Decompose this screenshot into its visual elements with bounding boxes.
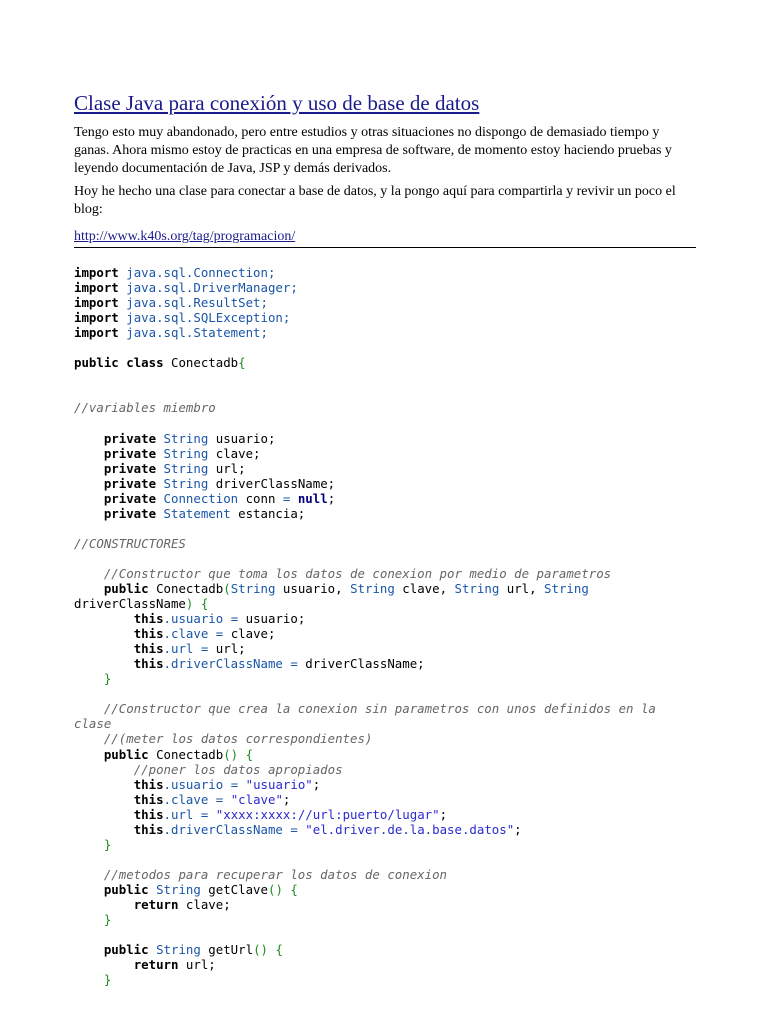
code-token: url, (499, 580, 545, 596)
code-token: getUrl (200, 942, 254, 958)
code-line (74, 611, 696, 626)
code-token: private (103, 430, 157, 446)
code-token: = (282, 490, 291, 506)
code-token (74, 461, 104, 476)
code-token: "xxxx:xxxx://url:puerto/lugar" (215, 806, 440, 822)
code-token: () (253, 942, 268, 958)
code-line (74, 355, 696, 370)
code-token: .driverClassName (163, 656, 283, 672)
code-line (74, 822, 696, 837)
code-token: this (133, 821, 164, 837)
code-line (74, 972, 696, 987)
code-token: //variables miembro (74, 400, 216, 416)
code-line (74, 912, 696, 927)
code-line (74, 701, 696, 716)
code-line (74, 686, 696, 701)
code-token: java.sql.Statement; (126, 325, 268, 341)
code-token: = (215, 626, 224, 642)
code-token: clave; (223, 626, 276, 642)
code-line (74, 942, 696, 957)
code-token: } (103, 972, 112, 988)
code-token: getClave (200, 881, 268, 897)
code-line (74, 882, 696, 897)
code-token: usuario, (275, 580, 351, 596)
code-token: } (103, 671, 112, 687)
code-token (149, 942, 156, 957)
code-token (74, 792, 134, 807)
code-token: driverClassName (74, 596, 186, 612)
code-token: //Constructor que toma los datos de conexion por medio de parametros (103, 565, 612, 581)
code-line (74, 852, 696, 867)
code-line (74, 792, 696, 807)
code-token: .clave (163, 791, 209, 807)
code-token (74, 626, 134, 641)
code-token: String (163, 430, 209, 446)
code-token: ) (185, 596, 194, 612)
code-token: null (297, 490, 328, 506)
code-token (223, 792, 230, 807)
code-token: //Constructor que crea la conexion sin parametros con unos definidos en la (103, 701, 656, 717)
code-line (74, 897, 696, 912)
code-token: ( (223, 580, 231, 596)
code-token: .usuario (163, 776, 224, 792)
code-token (208, 807, 215, 822)
code-token: public (103, 881, 149, 897)
code-token: Connection (163, 490, 239, 506)
code-token (156, 476, 163, 491)
code-token: "clave" (230, 791, 283, 807)
code-line (74, 400, 696, 415)
code-token: = (215, 791, 224, 807)
code-token: { (245, 746, 254, 762)
code-line (74, 370, 696, 385)
code-token: Conectadb (148, 580, 224, 596)
code-token (74, 491, 104, 506)
code-line (74, 476, 696, 491)
code-token (74, 671, 104, 686)
code-token: Conectadb (148, 746, 224, 762)
code-token: String (454, 580, 500, 596)
code-token: return (133, 896, 179, 912)
code-token: String (163, 460, 209, 476)
code-token: this (133, 791, 164, 807)
code-line (74, 927, 696, 942)
code-token (74, 777, 134, 792)
code-token: () (223, 746, 239, 762)
code-token: ; (312, 776, 321, 792)
code-token (208, 792, 215, 807)
code-token: String (156, 881, 201, 897)
article (74, 90, 696, 987)
code-line (74, 747, 696, 762)
code-token (74, 611, 134, 626)
code-token (156, 446, 163, 461)
code-token: private (103, 460, 157, 476)
code-token (238, 747, 245, 762)
code-token: private (103, 490, 157, 506)
code-token (290, 491, 297, 506)
code-token: usuario; (208, 430, 276, 446)
code-token: public (103, 746, 149, 762)
code-token (74, 581, 104, 596)
code-line (74, 807, 696, 822)
code-token: String (544, 580, 589, 596)
code-line (74, 957, 696, 972)
code-line (74, 265, 696, 280)
code-token: this (133, 806, 164, 822)
code-token: String (230, 580, 276, 596)
code-token: estancia; (230, 505, 306, 521)
code-line (74, 431, 696, 446)
code-token: this (133, 611, 164, 627)
code-token: "usuario" (245, 776, 313, 792)
code-token: { (275, 942, 283, 958)
article-title[interactable]: Clase Java para conexión y uso de base de datos (74, 91, 480, 115)
code-token: String (156, 942, 201, 958)
code-token: url; (208, 641, 246, 657)
code-token: } (103, 912, 112, 928)
divider (74, 247, 696, 248)
code-token: driverClassName; (297, 656, 425, 672)
code-token: private (103, 475, 157, 491)
code-token: ; (439, 806, 448, 822)
code-token: .driverClassName (163, 821, 283, 837)
code-line (74, 295, 696, 310)
code-token (156, 461, 163, 476)
code-token: import (74, 310, 119, 326)
code-line (74, 551, 696, 566)
code-token: //poner los datos apropiados (133, 761, 343, 777)
code-token (74, 476, 104, 491)
code-line (74, 385, 696, 400)
code-token (156, 431, 163, 446)
code-token: .url (163, 806, 194, 822)
code-token (238, 777, 245, 792)
code-token: = (230, 611, 239, 627)
code-token: .url (163, 641, 194, 657)
code-token (74, 897, 134, 912)
code-token: import (74, 280, 119, 296)
code-token (74, 446, 104, 461)
code-token: { (290, 881, 298, 897)
code-token: = (290, 821, 298, 837)
code-token: class (126, 355, 164, 371)
code-token: .usuario (163, 611, 224, 627)
code-token: import (74, 325, 119, 341)
intro-paragraph: Tengo esto muy abandonado, pero entre estudios y otras situaciones no dispongo de demasiado tiempo y ganas. Ahora mismo estoy de practicas en una empresa de software, de momento estoy haciendo pruebas y leyendo documentación de Java, JSP y demás derivados. (74, 125, 672, 176)
code-line (74, 325, 696, 340)
code-line (74, 641, 696, 656)
code-token: java.sql.DriverManager; (126, 280, 298, 296)
code-token (223, 777, 230, 792)
code-line (74, 777, 696, 792)
code-token (74, 431, 104, 446)
code-line (74, 491, 696, 506)
code-token: usuario; (238, 611, 306, 627)
code-token: = (200, 641, 209, 657)
code-line (74, 867, 696, 882)
code-line (74, 837, 696, 852)
code-token: driverClassName; (208, 475, 336, 491)
code-token (74, 762, 134, 777)
code-token: Conectadb (163, 355, 239, 371)
code-token: clase (74, 716, 112, 732)
code-token: public (103, 942, 149, 958)
code-token: ; (514, 821, 522, 837)
context-paragraph: Hoy he hecho una clase para conectar a base de datos, y la pongo aquí para compartirla y revivir un poco el blog: (74, 184, 676, 217)
code-token: = (290, 656, 298, 672)
code-line (74, 310, 696, 325)
code-token: () (267, 881, 283, 897)
code-token: import (74, 295, 119, 311)
code-line (74, 446, 696, 461)
code-token (74, 837, 104, 852)
code-token: java.sql.ResultSet; (126, 295, 268, 311)
code-line (74, 671, 696, 686)
code-token (74, 566, 104, 581)
code-line (74, 731, 696, 746)
code-token: //CONSTRUCTORES (74, 535, 186, 551)
code-token: url; (178, 957, 216, 973)
code-token: { (238, 355, 246, 371)
code-token (74, 942, 104, 957)
code-token: clave; (178, 896, 231, 912)
code-token (223, 611, 230, 626)
code-token (74, 807, 134, 822)
code-token: this (133, 626, 164, 642)
programacion-tag-link[interactable]: http://www.k40s.org/tag/programacion/ (74, 229, 296, 244)
code-token: String (163, 445, 209, 461)
code-line (74, 340, 696, 355)
code-token (193, 807, 200, 822)
code-token: conn (238, 490, 283, 506)
code-token: clave; (208, 445, 261, 461)
code-token: private (103, 445, 157, 461)
code-token: String (163, 475, 209, 491)
code-token (74, 641, 134, 656)
code-token (156, 506, 163, 521)
code-token: this (133, 641, 164, 657)
code-token: .clave (163, 626, 209, 642)
code-token: this (133, 656, 164, 672)
code-token (193, 641, 200, 656)
code-token: String (350, 580, 395, 596)
code-line (74, 536, 696, 551)
code-token (74, 867, 104, 882)
code-token: public (103, 580, 149, 596)
code-token (74, 731, 104, 746)
code-token: this (133, 776, 164, 792)
code-line (74, 581, 696, 596)
code-token: ; (282, 791, 291, 807)
code-token: public (74, 355, 119, 371)
code-token: private (103, 505, 157, 521)
code-token (74, 957, 134, 972)
code-token: = (230, 776, 239, 792)
code-token (74, 912, 104, 927)
code-token: java.sql.SQLException; (126, 310, 291, 326)
code-token (193, 596, 200, 611)
code-token: { (200, 596, 209, 612)
code-token (74, 972, 104, 987)
code-token: "el.driver.de.la.base.datos" (305, 821, 515, 837)
code-line (74, 280, 696, 295)
code-line (74, 762, 696, 777)
code-token: = (200, 806, 209, 822)
code-token (149, 882, 156, 897)
code-token: Statement (163, 505, 231, 521)
code-token (74, 506, 104, 521)
code-line (74, 506, 696, 521)
code-token (74, 747, 104, 762)
code-line (74, 596, 696, 611)
code-token (156, 491, 163, 506)
code-line (74, 716, 696, 731)
code-token: url; (208, 460, 246, 476)
code-block (74, 265, 696, 987)
code-line (74, 461, 696, 476)
code-token: clave, (394, 580, 455, 596)
code-token (74, 656, 134, 671)
code-token: ; (327, 490, 336, 506)
code-token (74, 701, 104, 716)
code-line (74, 521, 696, 536)
code-token (74, 882, 104, 897)
code-line (74, 626, 696, 641)
code-token: } (103, 836, 112, 852)
code-token: java.sql.Connection; (126, 265, 276, 280)
code-line (74, 566, 696, 581)
code-token: import (74, 265, 119, 280)
code-line (74, 656, 696, 671)
code-token (74, 822, 134, 837)
code-token: //metodos para recuperar los datos de conexion (103, 866, 447, 882)
code-token (208, 626, 215, 641)
code-token: //(meter los datos correspondientes) (103, 731, 373, 747)
code-line (74, 415, 696, 430)
code-token: return (133, 957, 179, 973)
